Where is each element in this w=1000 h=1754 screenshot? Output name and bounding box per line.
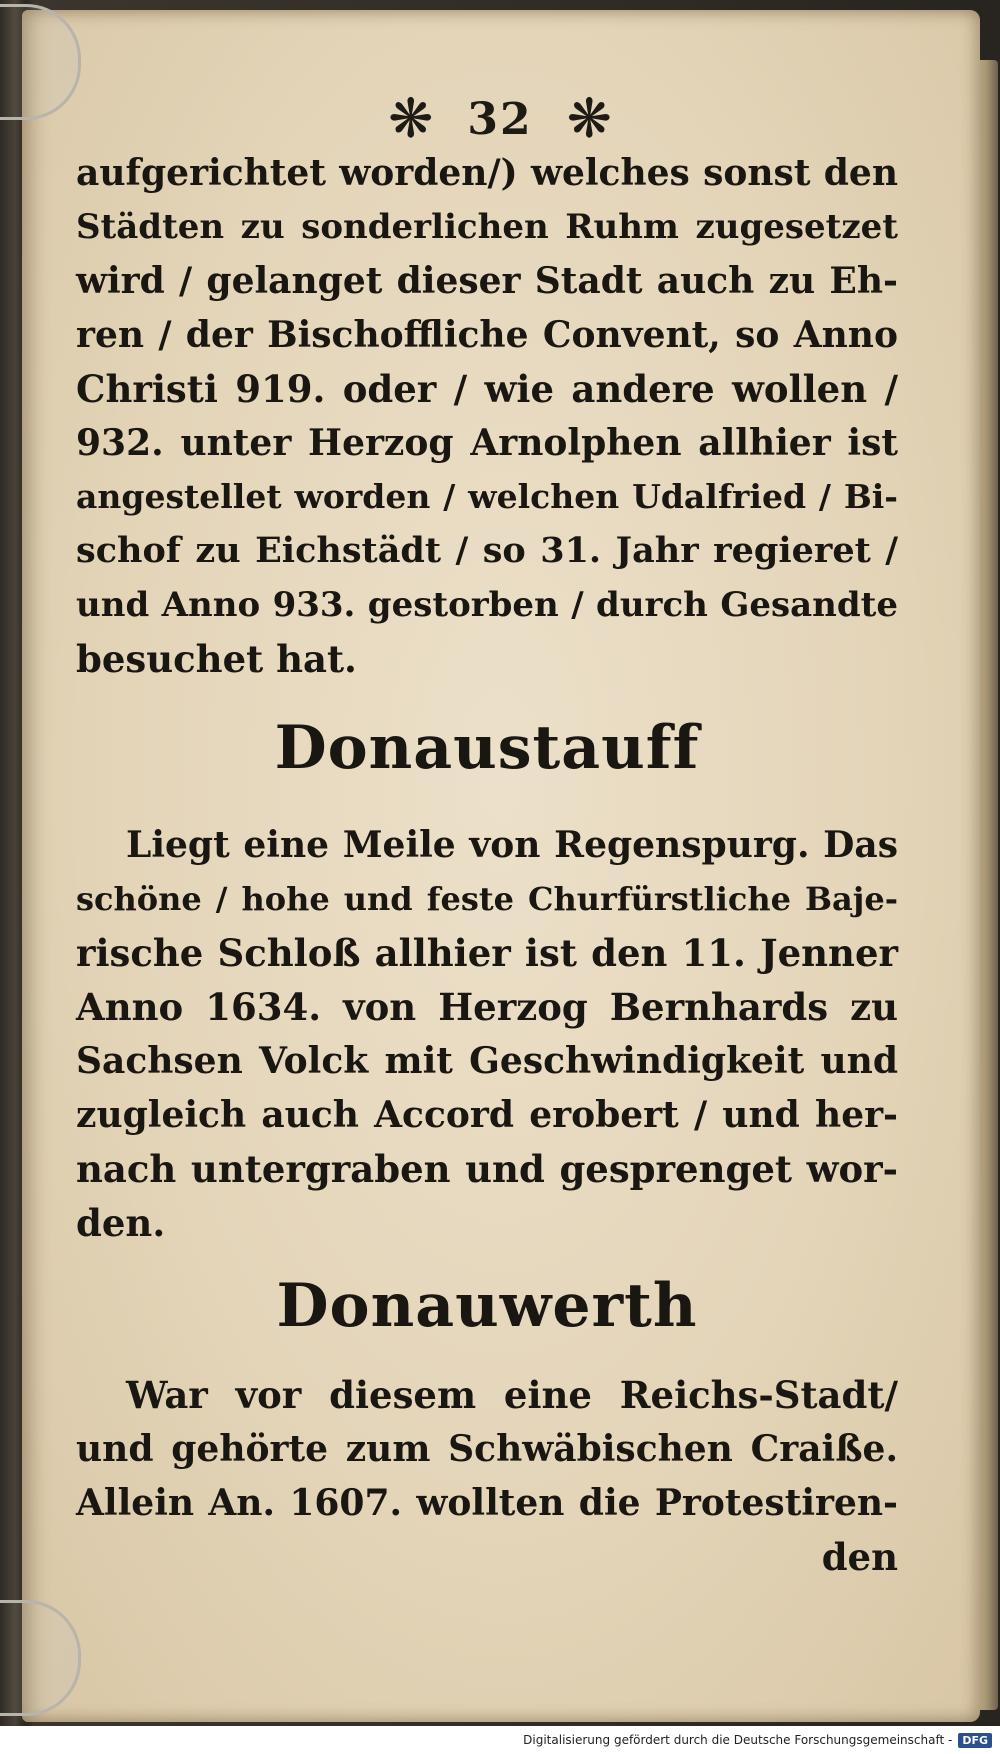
catchword: den [821,1535,898,1579]
text-line: rische Schloß allhier ist den 11. Jenner [76,931,898,975]
page-number: 32 [467,93,533,145]
text-line: aufgerichtet worden/) welches sonst den [76,152,898,194]
text-line: besuchet hat. [76,637,357,681]
text-line: 932. unter Herzog Arnolphen allhier ist [76,422,898,464]
text-line: Sachsen Volck mit Geschwindigkeit und [76,1040,898,1082]
text-line: zugleich auch Accord erobert / und her- [76,1094,898,1136]
paragraph-2 [76,818,898,1250]
paragraph-1 [76,146,898,686]
paragraph-3 [76,1368,898,1584]
text-line: und gehörte zum Schwäbischen Craiße. [76,1428,898,1470]
text-line: wird / gelanget dieser Stadt auch zu Eh- [76,260,898,302]
text-line: Christi 919. oder / wie andere wollen / [76,367,898,411]
text-line: Anno 1634. von Herzog Bernhards zu [76,985,898,1029]
page-header [0,87,1000,150]
text-line: angestellet worden / welchen Udalfried / Bi- [76,477,898,516]
page-text [76,146,898,1584]
section-heading-donaustauff: Donaustauff [274,713,700,783]
text-line: schöne / hohe und feste Churfürstliche Baje- [76,880,898,918]
text-line: Städten zu sonderlichen Ruhm zugesetzet [76,207,898,247]
text-line: ren / der Bischoffliche Convent, so Anno [76,314,898,356]
text-line: War vor diesem eine Reichs-Stadt/ [126,1373,898,1417]
ornament-left-icon: ❋ [388,87,434,150]
dfg-logo: DFG [958,1733,992,1748]
text-line: Liegt eine Meile von Regenspurg. Das [126,824,898,866]
digitization-footer [0,1726,1000,1754]
text-line: den. [76,1201,166,1245]
footer-credit: Digitalisierung gefördert durch die Deutsche Forschungsgemeinschaft - [523,1733,953,1747]
ornament-right-icon: ❋ [566,87,612,150]
text-line: Allein An. 1607. wollten die Protestiren- [76,1482,898,1524]
section-heading-donauwerth: Donauwerth [276,1271,698,1341]
text-line: nach untergraben und gesprenget wor- [76,1147,898,1191]
text-line: und Anno 933. gestorben / durch Gesandte [76,585,898,625]
text-line: schof zu Eichstädt / so 31. Jahr regieret / [76,530,898,571]
